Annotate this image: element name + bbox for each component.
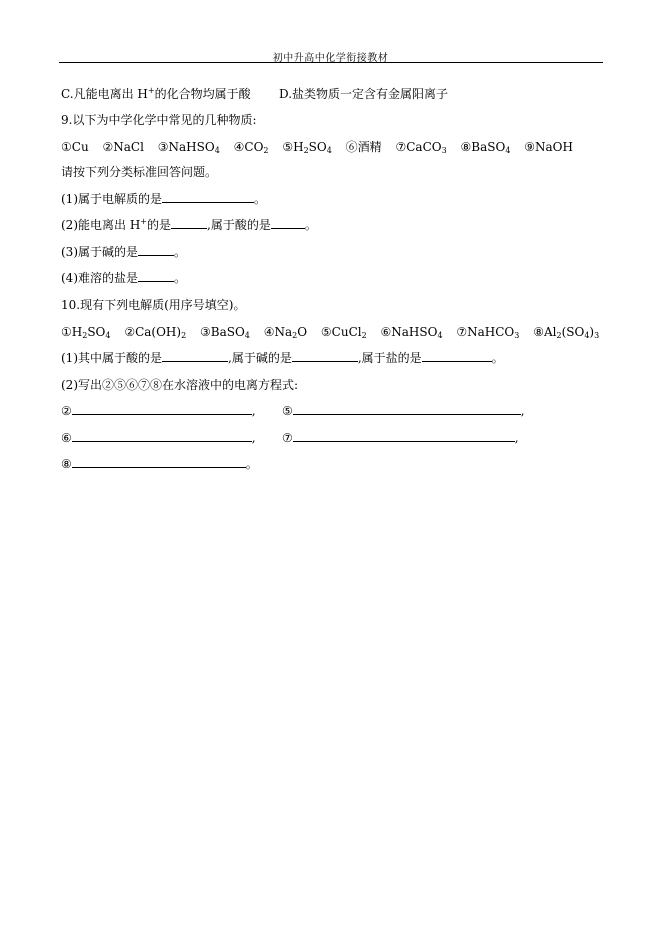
answer-blank[interactable] <box>293 403 521 415</box>
answer-blank[interactable] <box>162 350 228 362</box>
electrolyte-1: $①H_2SO_4$ <box>61 325 111 340</box>
electrolyte-2: $②Ca(OH)_2$ <box>124 325 187 340</box>
electrolyte-6: ⑥NaHSO$_4$ <box>380 325 443 340</box>
equation-answer-5: ⑤ , <box>282 404 525 418</box>
equation-answer-8: ⑧ 。 <box>61 457 258 471</box>
q10-stem: 10.现有下列电解质(用序号填空)。 <box>61 298 246 312</box>
equation-answer-2: ② , <box>61 404 256 418</box>
q9-substance-list <box>61 139 583 155</box>
answer-blank[interactable] <box>292 350 358 362</box>
electrolyte-4: $④Na_2O$ <box>263 325 308 340</box>
q10-part-1: (1)其中属于酸的是 ,属于碱的是 ,属于盐的是 。 <box>61 351 504 365</box>
equation-answer-6: ⑥ , <box>61 431 256 445</box>
option-d-text: D.盐类物质一定含有金属阳离子 <box>279 87 449 101</box>
q9-instruction: 请按下列分类标准回答问题。 <box>61 165 218 179</box>
q8-options-line <box>61 86 251 102</box>
substance-3: ③NaHSO$_4$ <box>157 140 220 155</box>
answer-blank[interactable] <box>171 217 207 229</box>
answer-blank[interactable] <box>72 456 246 468</box>
substance-6: ⑥酒精 <box>345 140 382 154</box>
substance-7: ⑦CaCO$_3$ <box>395 140 447 155</box>
substance-9: ⑨NaOH <box>524 140 573 154</box>
page-header-title: 初中升高中化学衔接教材 <box>272 53 389 64</box>
q9-stem: 9.以下为中学化学中常见的几种物质: <box>61 113 257 127</box>
substance-4: $④CO_2$ <box>233 140 269 155</box>
substance-8: ⑧BaSO$_4$ <box>460 140 511 155</box>
q9-part-1: (1)属于电解质的是 。 <box>61 192 267 206</box>
q10-part-2: (2)写出②⑤⑥⑦⑧在水溶液中的电离方程式: <box>61 378 299 392</box>
answer-blank[interactable] <box>162 191 254 203</box>
answer-blank[interactable] <box>138 270 174 282</box>
q10-electrolyte-list <box>61 324 609 340</box>
substance-2: ②NaCl <box>102 140 144 154</box>
electrolyte-3: ③BaSO$_4$ <box>200 325 250 340</box>
answer-blank[interactable] <box>72 403 252 415</box>
electrolyte-7: ⑦NaHCO$_3$ <box>456 325 520 340</box>
answer-blank[interactable] <box>293 430 515 442</box>
answer-blank[interactable] <box>72 430 252 442</box>
electrolyte-5: ⑤CuCl$_2$ <box>320 325 367 340</box>
q9-part-4: (4)难溶的盐是 。 <box>61 271 187 285</box>
electrolyte-8: $⑧Al_2(SO_4)_3$ <box>533 325 600 340</box>
header-rule <box>59 62 603 63</box>
q9-part-3: (3)属于碱的是 。 <box>61 245 187 259</box>
q9-part-2: (2)能电离出 H+的是 ,属于酸的是 。 <box>61 217 317 232</box>
equation-answer-7: ⑦ , <box>282 431 519 445</box>
answer-blank[interactable] <box>138 244 174 256</box>
answer-blank[interactable] <box>422 350 492 362</box>
substance-5: $⑤H_2SO_4$ <box>282 140 332 155</box>
option-c-text: C.凡能电离出 H+的化合物均属于酸 <box>61 86 251 101</box>
substance-1: ①Cu <box>61 140 89 154</box>
answer-blank[interactable] <box>271 217 305 229</box>
